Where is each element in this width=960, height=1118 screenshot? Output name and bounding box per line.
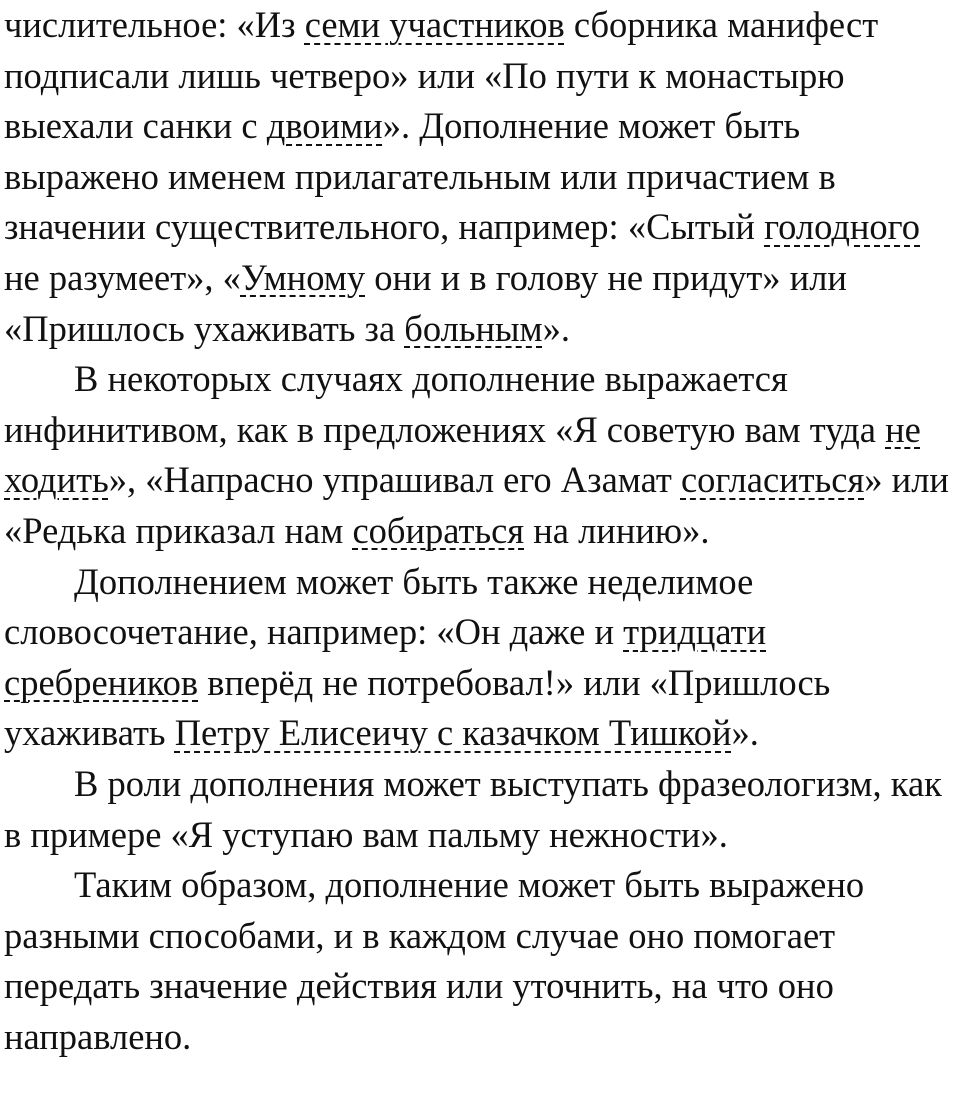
text-segment: Таким образом, дополнение может быть выражено разными способами, и в каждом случае оно помогает передать значение действия или уточнить, на что оно направлено. [4, 864, 865, 1057]
underlined-object: семи участников [304, 4, 565, 45]
text-segment: на линию». [524, 509, 710, 551]
text-segment: сборника манифест подписали лишь четверо» или «По пути к монастырю выехали санки с [4, 4, 879, 147]
text-segment: вперёд не потребовал!» или «Пришлось ухаживать [4, 661, 831, 754]
text-segment: В роли дополнения может выступать фразеологизм, как в примере «Я уступаю вам пальму нежности». [4, 762, 942, 855]
underlined-object: не ходить [4, 408, 921, 501]
paragraph-4 [4, 759, 954, 860]
paragraph-1 [4, 0, 954, 354]
paragraph-5 [4, 860, 954, 1062]
document-page [4, 0, 954, 1062]
underlined-object: Петру Елисеичу с казачком Тишкой [174, 712, 732, 754]
text-segment: ». [731, 712, 759, 754]
underlined-object: больным [404, 307, 543, 349]
underlined-object: двоими [266, 105, 383, 147]
underlined-object: собираться [352, 509, 525, 551]
text-segment: » или «Редька приказал нам [4, 459, 949, 551]
text-segment: ». [542, 307, 571, 349]
paragraph-2 [4, 354, 954, 556]
text-segment: не разумеет», « [4, 256, 241, 298]
paragraph-3 [4, 557, 954, 759]
text-segment: В некоторых случаях дополнение выражается инфинитивом, как в предложениях «Я советую вам туда [4, 358, 886, 450]
text-segment: Дополнением может быть также неделимое словосочетание, например: «Он даже и [4, 560, 754, 653]
text-segment: ». Дополнение может быть выражено именем прилагательным или причастием в значении существительного, например: «Сытый [4, 105, 836, 248]
underlined-object: тридцати сребреников [4, 611, 767, 703]
text-segment: они и в голову не придут» или «Пришлось ухаживать за [4, 256, 847, 349]
text-segment: », «Напрасно упрашивал его Азамат [108, 459, 681, 501]
underlined-object: Умному [240, 256, 366, 298]
underlined-object: согласиться [680, 459, 865, 501]
text-segment: числительное: «Из [4, 4, 305, 45]
underlined-object: голодного [764, 206, 920, 248]
